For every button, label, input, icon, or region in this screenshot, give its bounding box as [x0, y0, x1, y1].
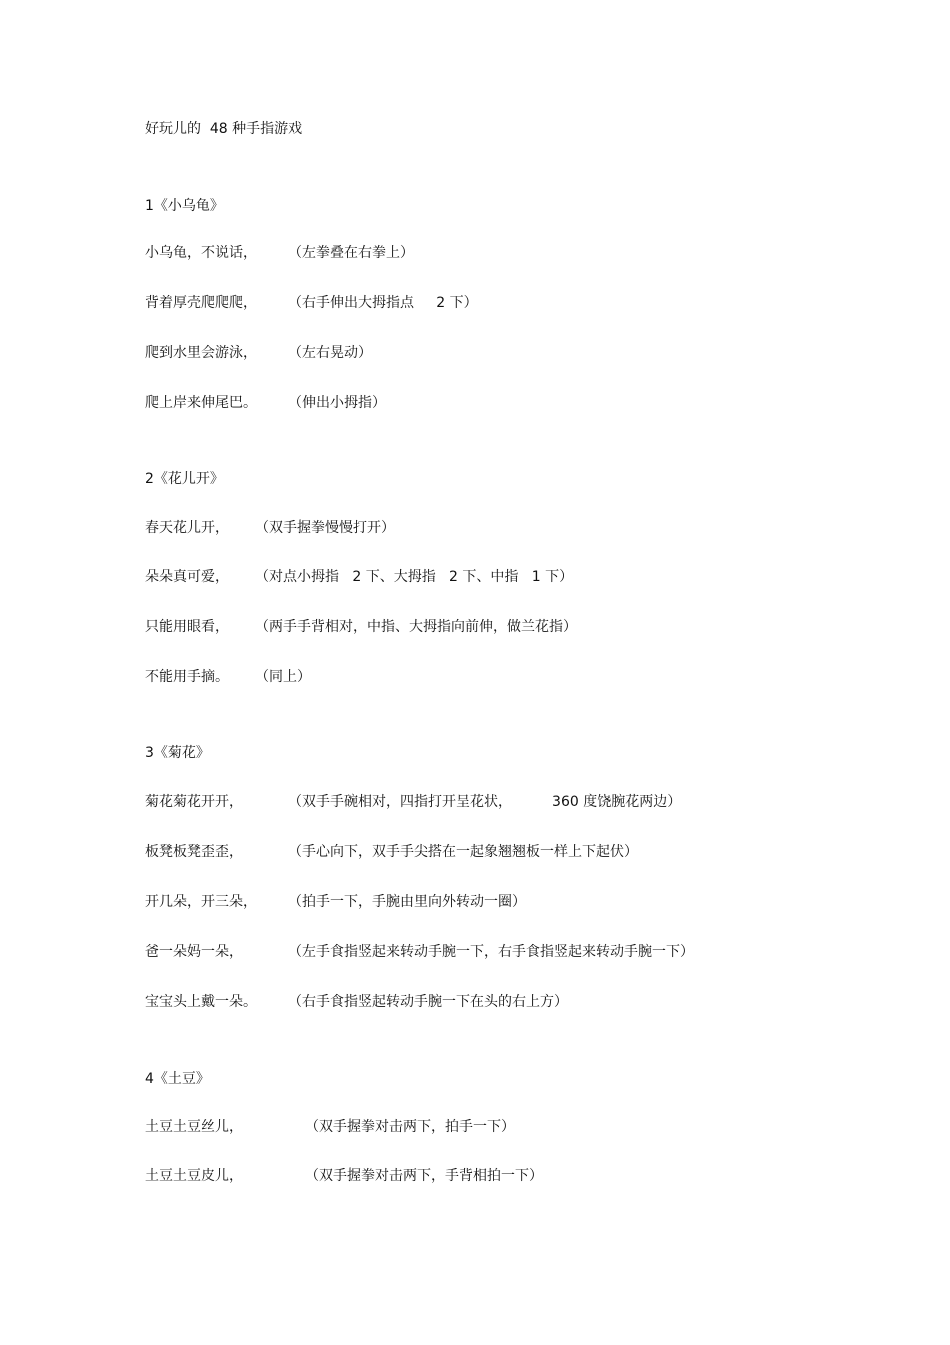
action-text: （拍手一下，手腕由里向外转动一圈） [288, 894, 526, 910]
action-text: （双手握拳慢慢打开） [255, 520, 395, 536]
verse-text: 土豆土豆皮儿， [145, 1168, 243, 1184]
action-text: （两手手背相对，中指、大拇指向前伸，做兰花指） [255, 619, 577, 635]
action-text: （双手握拳对击两下，手背相拍一下） [305, 1168, 543, 1184]
verse-text: 爬上岸来伸尾巴。 [145, 395, 257, 411]
verse-text: 春天花儿开， [145, 520, 229, 536]
action-text: （伸出小拇指） [288, 395, 386, 411]
verse-text: 土豆土豆丝儿， [145, 1119, 243, 1135]
action-text: （左右晃动） [288, 345, 372, 361]
action-text: （同上） [255, 669, 311, 685]
verse-text: 只能用眼看， [145, 619, 229, 635]
verse-text: 爸一朵妈一朵， [145, 944, 243, 960]
action-text: （左拳叠在右拳上） [288, 245, 414, 261]
section-heading: 3《菊花》 [145, 745, 210, 761]
verse-text: 板凳板凳歪歪， [145, 844, 243, 860]
verse-text: 背着厚壳爬爬爬， [145, 295, 257, 311]
action-text: （对点小拇指 2 下、大拇指 2 下、中指 1 下） [255, 569, 574, 585]
action-text: （手心向下，双手手尖搭在一起象翘翘板一样上下起伏） [288, 844, 638, 860]
action-text: （双手手碗相对，四指打开呈花状， 360 度饶腕花两边） [288, 794, 682, 810]
action-text: （右手食指竖起转动手腕一下在头的右上方） [288, 994, 568, 1010]
verse-text: 爬到水里会游泳， [145, 345, 257, 361]
action-text: （左手食指竖起来转动手腕一下，右手食指竖起来转动手腕一下） [288, 944, 694, 960]
verse-text: 开几朵，开三朵， [145, 894, 257, 910]
action-text: （右手伸出大拇指点 2 下） [288, 295, 478, 311]
page-title: 好玩儿的 48 种手指游戏 [145, 121, 303, 137]
verse-text: 不能用手摘。 [145, 669, 229, 685]
verse-text: 菊花菊花开开， [145, 794, 243, 810]
section-heading: 4《土豆》 [145, 1071, 210, 1087]
verse-text: 朵朵真可爱， [145, 569, 229, 585]
verse-text: 小乌龟，不说话， [145, 245, 257, 261]
section-heading: 1《小乌龟》 [145, 198, 224, 214]
action-text: （双手握拳对击两下，拍手一下） [305, 1119, 515, 1135]
verse-text: 宝宝头上戴一朵。 [145, 994, 257, 1010]
section-heading: 2《花儿开》 [145, 471, 224, 487]
